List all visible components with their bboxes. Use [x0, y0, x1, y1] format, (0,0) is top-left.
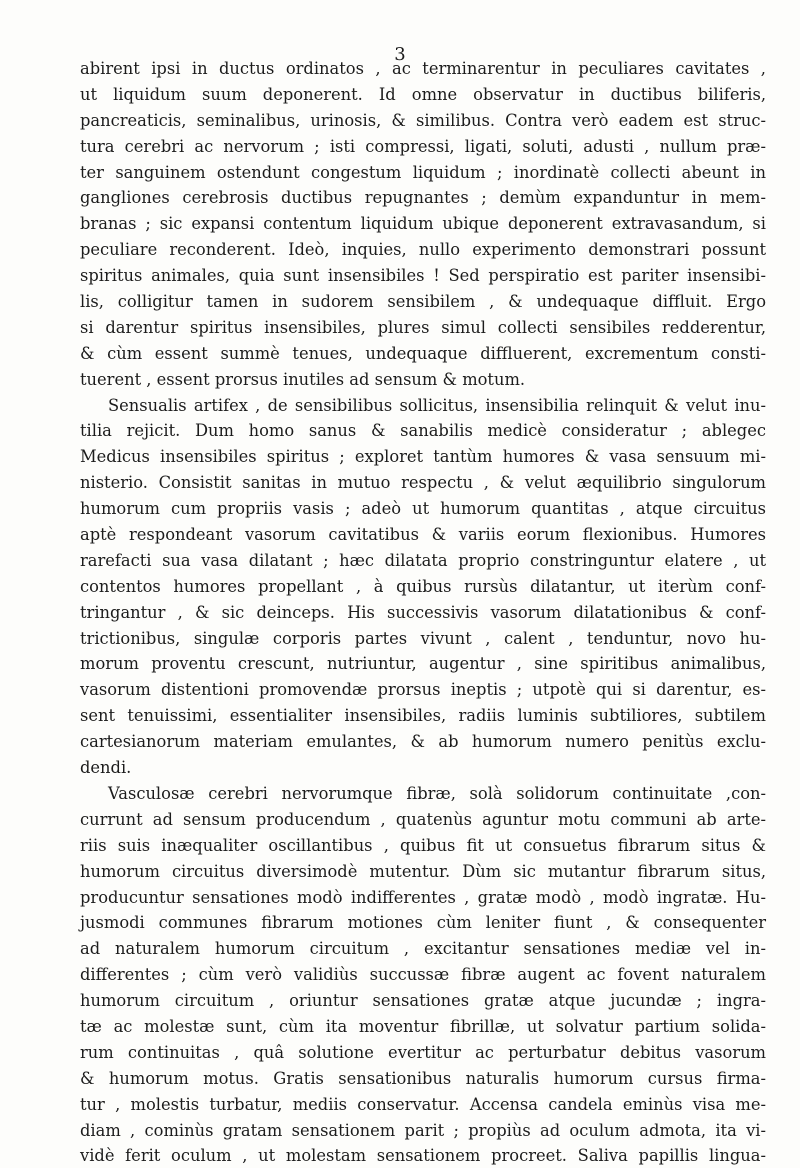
text-line: tæ ac molestæ sunt, cùm ita moventur fibrillæ, ut solvatur partium solida-	[80, 1016, 766, 1036]
page-number: 3	[394, 44, 406, 65]
text-line: si darentur spiritus insensibiles, plures simul collecti sensibiles redderentur,	[80, 317, 766, 337]
text-line: Medicus insensibiles spiritus ; exploret tantùm humores & vasa sensuum mi-	[80, 447, 766, 467]
text-line: tilia rejicit. Dum homo sanus & sanabilis medicè consideratur ; ablegec	[80, 421, 766, 441]
text-line: currunt ad sensum producendum , quatenùs aguntur motu communi ab arte-	[80, 809, 766, 829]
text-line: humorum cum propriis vasis ; adeò ut humorum quantitas , atque circuitus	[80, 499, 766, 519]
text-line: dendi.	[80, 758, 132, 778]
text-line: tuerent , essent prorsus inutiles ad sensum & motum.	[80, 369, 526, 389]
text-line: gangliones cerebrosis ductibus repugnantes ; demùm expanduntur in mem-	[80, 188, 766, 208]
text-block	[80, 56, 766, 1169]
text-line: sent tenuissimi, essentialiter insensibiles, radiis luminis subtiliores, subtilem	[80, 706, 766, 726]
text-line: aptè respondeant vasorum cavitatibus & variis eorum flexionibus. Humores	[80, 525, 766, 545]
text-line: Vasculosæ cerebri nervorumque fibræ, solà solidorum continuitate ,con-	[108, 783, 766, 803]
text-line: humorum circuitus diversimodè mutentur. Dùm sic mutantur fibrarum situs,	[80, 861, 766, 881]
text-line: pancreaticis, seminalibus, urinosis, & similibus. Contra verò eadem est struc-	[80, 110, 766, 130]
text-line: contentos humores propellant , à quibus rursùs dilatantur, ut iterùm conf-	[80, 576, 766, 596]
text-line: jusmodi communes fibrarum motiones cùm leniter fiunt , & consequenter	[80, 913, 766, 933]
text-line: producuntur sensationes modò indifferentes , gratæ modò , modò ingratæ. Hu-	[80, 887, 766, 907]
text-line: vasorum distentioni promovendæ prorsus ineptis ; utpotè qui si darentur, es-	[80, 680, 766, 700]
text-line: peculiare reconderent. Ideò, inquies, nullo experimento demonstrari possunt	[80, 240, 766, 260]
text-line: vidè ferit oculum , ut molestam sensationem procreet. Saliva papillis lingua-	[80, 1146, 766, 1166]
text-line: humorum circuitum , oriuntur sensationes gratæ atque jucundæ ; ingra-	[80, 991, 766, 1011]
text-line: & humorum motus. Gratis sensationibus naturalis humorum cursus firma-	[80, 1068, 766, 1088]
text-line: ut liquidum suum deponerent. Id omne observatur in ductibus biliferis,	[80, 84, 766, 104]
text-line: ter sanguinem ostendunt congestum liquidum ; inordinatè collecti abeunt in	[80, 162, 766, 182]
text-line: Sensualis artifex , de sensibilibus sollicitus, insensibilia relinquit & velut inu-	[108, 395, 766, 415]
text-line: tura cerebri ac nervorum ; isti compressi, ligati, soluti, adusti , nullum præ-	[80, 136, 766, 156]
text-line: tringantur , & sic deinceps. His successivis vasorum dilatationibus & conf-	[80, 602, 766, 622]
text-line: cartesianorum materiam emulantes, & ab humorum numero penitùs exclu-	[80, 732, 766, 752]
text-line: & cùm essent summè tenues, undequaque diffluerent, excrementum consti-	[80, 343, 766, 363]
text-line: differentes ; cùm verò validiùs succussæ fibræ augent ac fovent naturalem	[80, 965, 766, 985]
text-line: trictionibus, singulæ corporis partes vivunt , calent , tenduntur, novo hu-	[80, 628, 766, 648]
text-line: lis, colligitur tamen in sudorem sensibilem , & undequaque diffluit. Ergo	[80, 292, 766, 312]
text-line: rarefacti sua vasa dilatant ; hæc dilatata proprio constringuntur elatere , ut	[80, 550, 766, 570]
text-line: nisterio. Consistit sanitas in mutuo respectu , & velut æquilibrio singulorum	[80, 473, 766, 493]
text-line: diam , cominùs gratam sensationem parit ; propiùs ad oculum admota, ita vi-	[80, 1120, 766, 1140]
text-line: ad naturalem humorum circuitum , excitantur sensationes mediæ vel in-	[80, 939, 766, 959]
text-line: rum continuitas , quâ solutione evertitur ac perturbatur debitus vasorum	[80, 1042, 766, 1062]
text-line: abirent ipsi in ductus ordinatos , ac terminarentur in peculiares cavitates ,	[80, 59, 766, 78]
text-line: spiritus animales, quia sunt insensibiles ! Sed perspiratio est pariter insensibi-	[80, 266, 766, 286]
text-line: tur , molestis turbatur, mediis conservatur. Accensa candela eminùs visa me-	[80, 1094, 766, 1114]
text-line: riis suis inæqualiter oscillantibus , quibus fit ut consuetus fibrarum situs &	[80, 835, 766, 855]
text-line: morum proventu crescunt, nutriuntur, augentur , sine spiritibus animalibus,	[80, 654, 766, 674]
text-line: branas ; sic expansi contentum liquidum ubique deponerent extravasandum, si	[80, 214, 766, 234]
